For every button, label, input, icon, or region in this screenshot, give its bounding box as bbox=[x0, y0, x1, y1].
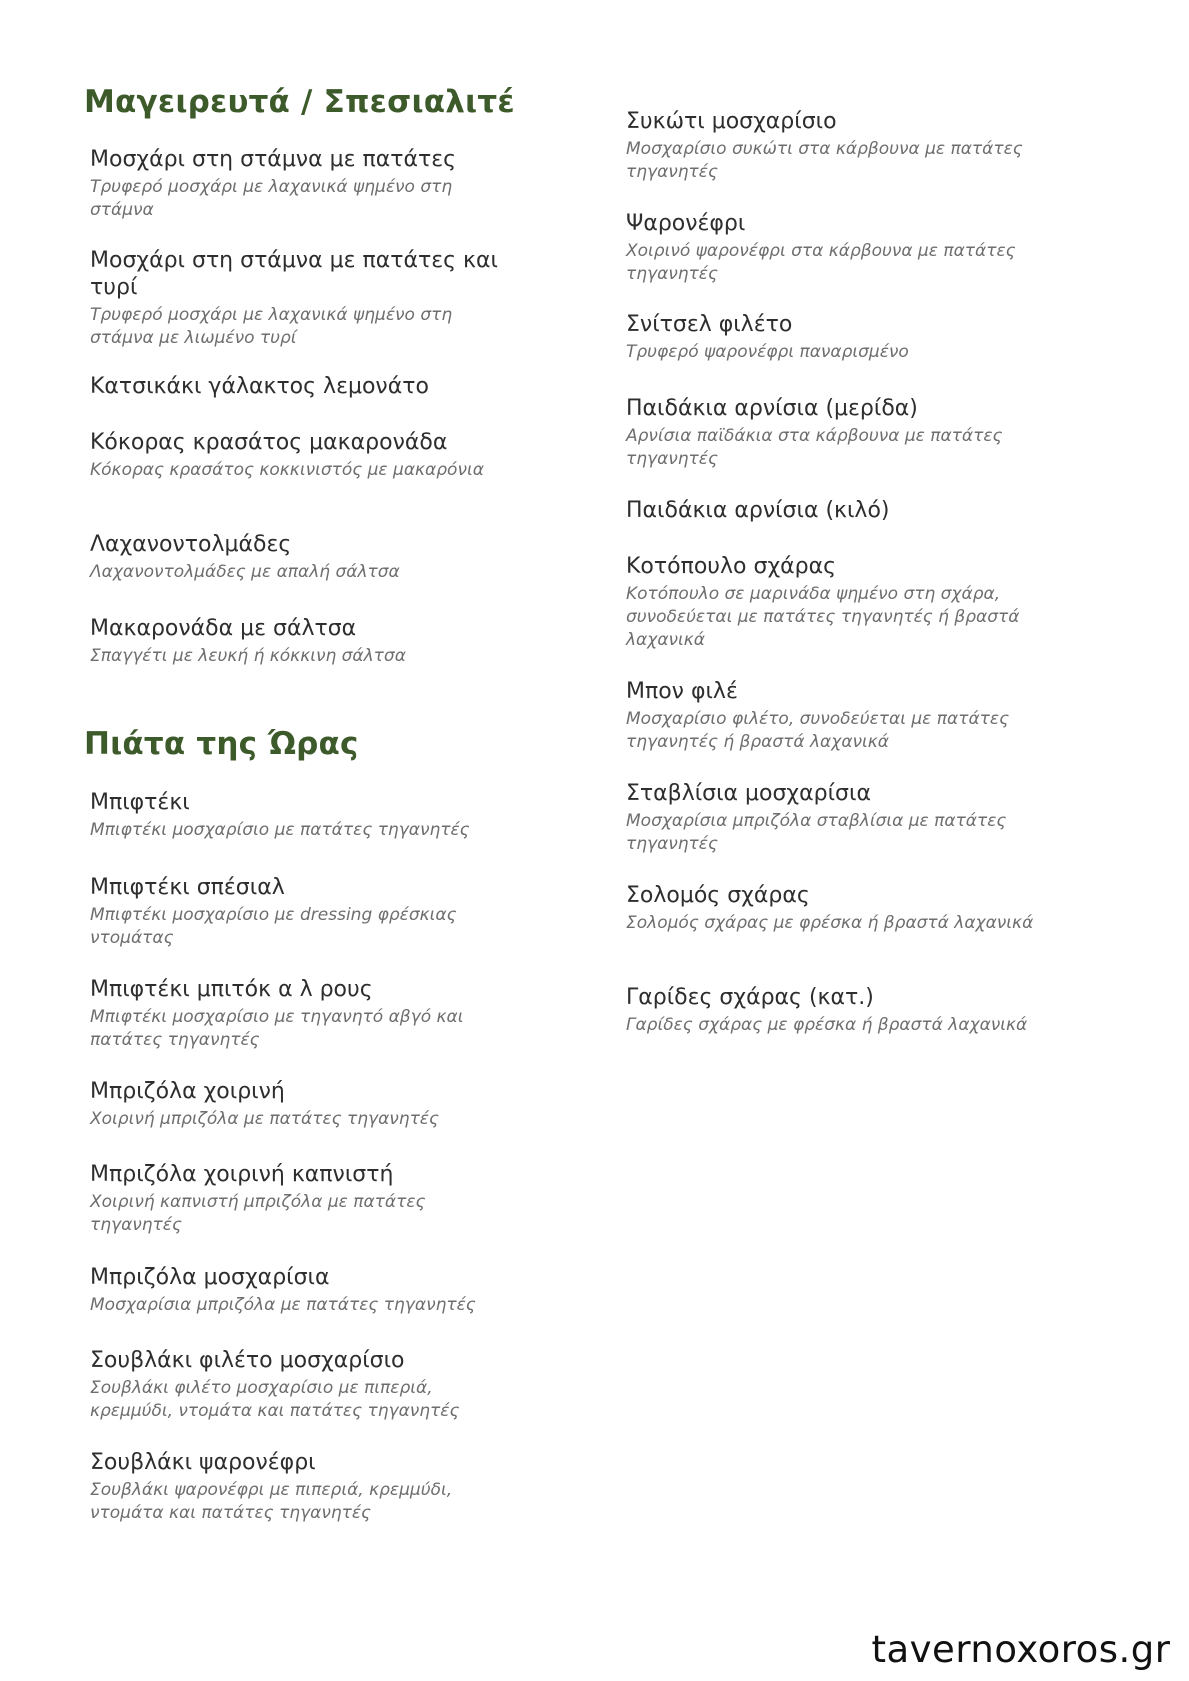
menu-item-name: Μπιφτέκι bbox=[90, 790, 190, 815]
menu-item-name: Κοτόπουλο σχάρας bbox=[626, 554, 837, 579]
menu-item-description: Τρυφερό ψαρονέφρι παναρισμένο bbox=[626, 342, 909, 362]
menu-item bbox=[626, 882, 1056, 935]
menu-item-description: Λαχανοντολμάδες με απαλή σάλτσα bbox=[90, 562, 400, 582]
menu-item bbox=[90, 1078, 520, 1131]
menu-item-description: Κοτόπουλο σε μαρινάδα ψημένο στη σχάρα, συνοδεύεται με πατάτες τηγανητές ή βραστά λαχανικά bbox=[626, 584, 1020, 650]
section-title-piata-tis-oras: Πιάτα της Ώρας bbox=[84, 726, 359, 762]
menu-item bbox=[90, 1161, 520, 1237]
menu-item-name: Μπιφτέκι μπιτόκ α λ ρους bbox=[90, 977, 373, 1002]
menu-item-description: Μπιφτέκι μοσχαρίσιο με πατάτες τηγανητές bbox=[90, 820, 470, 840]
menu-item-description: Μπιφτέκι μοσχαρίσιο με dressing φρέσκιας ντομάτας bbox=[90, 905, 457, 948]
menu-item bbox=[626, 311, 1056, 364]
menu-item bbox=[626, 108, 1056, 184]
menu-item bbox=[90, 615, 520, 668]
menu-item-name: Κόκορας κρασάτος μακαρονάδα bbox=[90, 430, 448, 455]
menu-item bbox=[626, 210, 1056, 286]
menu-item-name: Συκώτι μοσχαρίσιο bbox=[626, 109, 837, 134]
menu-item-name: Μακαρονάδα με σάλτσα bbox=[90, 616, 357, 641]
menu-item bbox=[90, 1264, 520, 1317]
menu-item bbox=[90, 1347, 520, 1423]
menu-item-name: Μοσχάρι στη στάμνα με πατάτες bbox=[90, 147, 457, 172]
menu-item-description: Σουβλάκι ψαρονέφρι με πιπεριά, κρεμμύδι, ντομάτα και πατάτες τηγανητές bbox=[90, 1480, 453, 1523]
menu-item-description: Αρνίσια παϊδάκια στα κάρβουνα με πατάτες τηγανητές bbox=[626, 426, 1003, 469]
menu-item-description: Μοσχαρίσια μπριζόλα με πατάτες τηγανητές bbox=[90, 1295, 476, 1315]
menu-item-description: Σπαγγέτι με λευκή ή κόκκινη σάλτσα bbox=[90, 646, 406, 666]
menu-item bbox=[626, 497, 1056, 524]
menu-item bbox=[90, 874, 520, 950]
menu-item-name: Μπριζόλα χοιρινή καπνιστή bbox=[90, 1162, 394, 1187]
menu-item-description: Σουβλάκι φιλέτο μοσχαρίσιο με πιπεριά, κρεμμύδι, ντομάτα και πατάτες τηγανητές bbox=[90, 1378, 460, 1421]
menu-item-name: Σταβλίσια μοσχαρίσια bbox=[626, 781, 871, 806]
menu-item-description: Κόκορας κρασάτος κοκκινιστός με μακαρόνια bbox=[90, 460, 484, 480]
menu-item bbox=[626, 553, 1056, 652]
menu-item-name: Σουβλάκι ψαρονέφρι bbox=[90, 1450, 316, 1475]
menu-item bbox=[626, 678, 1056, 754]
menu-item-description: Μοσχαρίσιο φιλέτο, συνοδεύεται με πατάτες τηγανητές ή βραστά λαχανικά bbox=[626, 709, 1010, 752]
menu-item bbox=[626, 395, 1056, 471]
watermark: tavernoxoros.gr bbox=[861, 1623, 1181, 1675]
menu-item-name: Σνίτσελ φιλέτο bbox=[626, 312, 793, 337]
menu-item-description: Χοιρινή καπνιστή μπριζόλα με πατάτες τηγανητές bbox=[90, 1192, 426, 1235]
menu-item-name: Λαχανοντολμάδες bbox=[90, 532, 292, 557]
menu-item-description: Χοιρινό ψαρονέφρι στα κάρβουνα με πατάτες τηγανητές bbox=[626, 241, 1016, 284]
menu-item-name: Ψαρονέφρι bbox=[626, 211, 746, 236]
menu-item-name: Μοσχάρι στη στάμνα με πατάτες και τυρί bbox=[90, 248, 498, 300]
menu-item-description: Γαρίδες σχάρας με φρέσκα ή βραστά λαχανικά bbox=[626, 1015, 1028, 1035]
menu-item-name: Μπον φιλέ bbox=[626, 679, 738, 704]
menu-item-name: Παιδάκια αρνίσια (μερίδα) bbox=[626, 396, 918, 421]
menu-item bbox=[90, 146, 520, 222]
menu-item bbox=[626, 984, 1056, 1037]
menu-item-name: Γαρίδες σχάρας (κατ.) bbox=[626, 985, 874, 1010]
menu-item-name: Κατσικάκι γάλακτος λεμονάτο bbox=[90, 374, 429, 399]
menu-item-description: Σολομός σχάρας με φρέσκα ή βραστά λαχανικά bbox=[626, 913, 1034, 933]
menu-item-description: Τρυφερό μοσχάρι με λαχανικά ψημένο στη στάμνα bbox=[90, 177, 453, 220]
menu-item bbox=[90, 429, 520, 482]
menu-item bbox=[90, 789, 520, 842]
section-title-mageireyta: Μαγειρευτά / Σπεσιαλιτέ bbox=[84, 84, 515, 120]
menu-item-description: Τρυφερό μοσχάρι με λαχανικά ψημένο στη στάμνα με λιωμένο τυρί bbox=[90, 305, 453, 348]
menu-item-description: Μπιφτέκι μοσχαρίσιο με τηγανητό αβγό και πατάτες τηγανητές bbox=[90, 1007, 464, 1050]
menu-item bbox=[626, 780, 1056, 856]
menu-item-description: Μοσχαρίσιο συκώτι στα κάρβουνα με πατάτες τηγανητές bbox=[626, 139, 1023, 182]
menu-item-name: Μπριζόλα μοσχαρίσια bbox=[90, 1265, 330, 1290]
menu-item-description: Χοιρινή μπριζόλα με πατάτες τηγανητές bbox=[90, 1109, 439, 1129]
menu-item-name: Μπριζόλα χοιρινή bbox=[90, 1079, 285, 1104]
menu-item bbox=[90, 1449, 520, 1525]
menu-item-name: Σολομός σχάρας bbox=[626, 883, 810, 908]
menu-item-name: Σουβλάκι φιλέτο μοσχαρίσιο bbox=[90, 1348, 405, 1373]
menu-item bbox=[90, 976, 520, 1052]
menu-item-name: Παιδάκια αρνίσια (κιλό) bbox=[626, 498, 890, 523]
menu-item-name: Μπιφτέκι σπέσιαλ bbox=[90, 875, 285, 900]
menu-item bbox=[90, 373, 520, 400]
menu-item-description: Μοσχαρίσια μπριζόλα σταβλίσια με πατάτες τηγανητές bbox=[626, 811, 1007, 854]
menu-item bbox=[90, 247, 520, 350]
menu-item bbox=[90, 531, 520, 584]
